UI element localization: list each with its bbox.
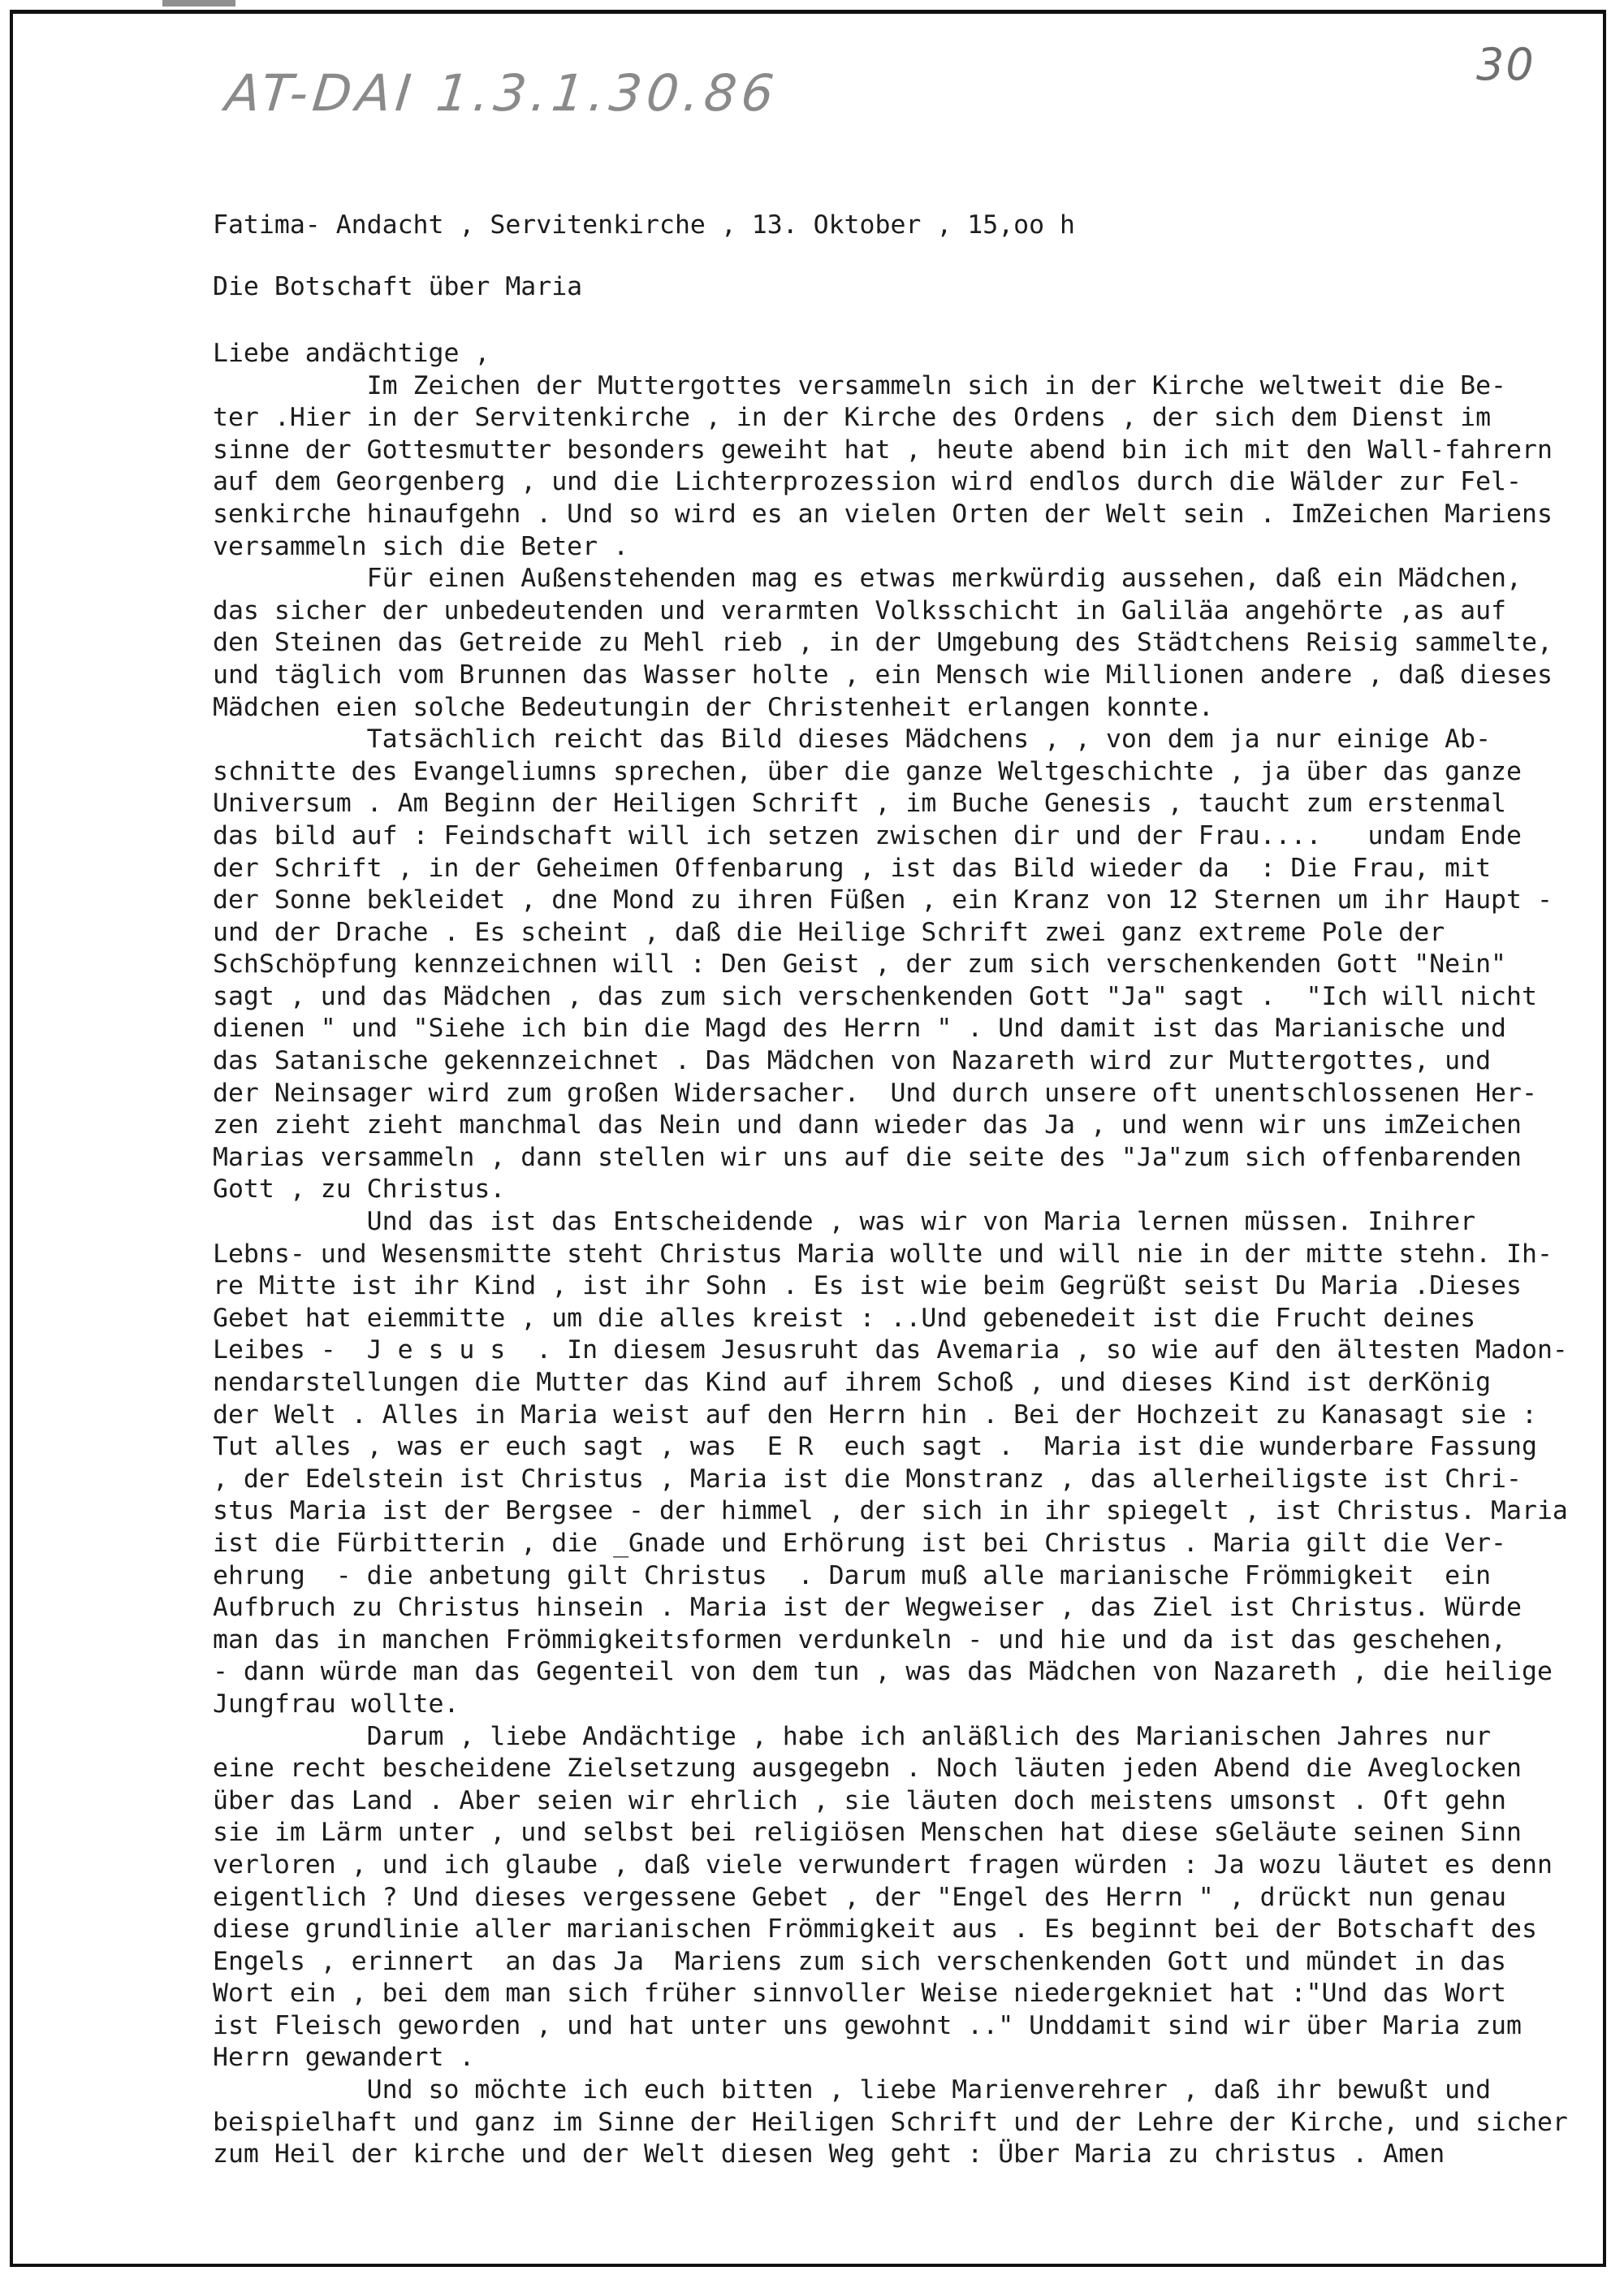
text-line: Gott , zu Christus. [213,1174,506,1205]
text-line: Liebe andächtige , [213,339,490,368]
text-line: Tut alles , was er euch sagt , was E R euch sagt . Maria ist die wunderbare Fassung [213,1432,1537,1462]
text-line: ist die Fürbitterin , die _Gnade und Erhörung ist bei Christus . Maria gilt die Ver- [213,1528,1507,1558]
text-line: Darum , liebe Andächtige , habe ich anläßlich des Marianischen Jahres nur [213,1721,1492,1751]
text-line: zum Heil der kirche und der Welt diesen Weg geht : Über Maria zu christus . Amen [213,2139,1445,2169]
text-line: - dann würde man das Gegenteil von dem tun , was das Mädchen von Nazareth , die heilige [213,1657,1553,1687]
text-line: das sicher der unbedeutenden und verarmten Volksschicht in Galiläa angehörte ,as auf [213,595,1507,625]
text-line: nendarstellungen die Mutter das Kind auf ihrem Schoß , und dieses Kind ist derKönig [213,1368,1492,1397]
text-line: den Steinen das Getreide zu Mehl rieb , in der Umgebung des Städtchens Reisig sammelte, [213,628,1553,658]
text-line: dienen " und "Siehe ich bin die Magd des Herrn " . Und damit ist das Marianische und [213,1014,1507,1044]
text-line: Lebns- und Wesensmitte steht Christus Maria wollte und will nie in der mitte stehn. Ih- [213,1239,1553,1269]
text-line: stus Maria ist der Bergsee - der himmel , der sich in ihr spiegelt , ist Christus. Maria [213,1496,1568,1526]
text-line: Und das ist das Entscheidende , was wir von Maria lernen müssen. Inihrer [213,1207,1476,1237]
text-line: SchSchöpfung kennzeichnen will : Den Geist , der zum sich verschenkenden Gott "Nein" [213,950,1507,980]
text-line: und täglich vom Brunnen das Wasser holte , ein Mensch wie Millionen andere , daß dieses [213,660,1553,690]
text-line: , der Edelstein ist Christus , Maria ist die Monstranz , das allerheiligste ist Chri- [213,1464,1522,1494]
document-title: Die Botschaft über Maria [213,272,583,301]
text-line: eigentlich ? Und dieses vergessene Gebet , der "Engel des Herrn " , drückt nun genau [213,1882,1507,1912]
text-line: Marias versammeln , dann stellen wir uns auf die seite des "Ja"zum sich offenbarenden [213,1142,1522,1172]
text-line: Mädchen eien solche Bedeutungin der Christenheit erlangen konnte. [213,692,1214,722]
text-line: Engels , erinnert an das Ja Mariens zum sich verschenkenden Gott und mündet in das [213,1946,1507,1976]
text-line: der Schrift , in der Geheimen Offenbarung , ist das Bild wieder da : Die Frau, mit [213,853,1492,883]
text-line: ist Fleisch geworden , und hat unter uns gewohnt .." Unddamit sind wir über Maria zum [213,2010,1522,2040]
text-line: Leibes - J e s u s . In diesem Jesusruht das Avemaria , so wie auf den ältesten Madon- [213,1335,1568,1365]
text-line: schnitte des Evangeliumns sprechen, über die ganze Weltgeschichte , ja über das ganze [213,756,1522,786]
text-line: beispielhaft und ganz im Sinne der Heiligen Schrift und der Lehre der Kirche, und sicher [213,2107,1568,2137]
text-line: zen zieht zieht manchmal das Nein und dann wieder das Ja , und wenn wir uns imZeichen [213,1110,1522,1140]
document-body [213,338,1568,2171]
page-number-annotation: 30 [1476,39,1535,90]
text-line: Für einen Außenstehenden mag es etwas merkwürdig aussehen, daß ein Mädchen, [213,564,1522,594]
text-line: sagt , und das Mädchen , das zum sich verschenkenden Gott "Ja" sagt . "Ich will nicht [213,981,1537,1011]
text-line: der Sonne bekleidet , dne Mond zu ihren Füßen , ein Kranz von 12 Sternen um ihr Haupt - [213,885,1553,915]
archive-reference-annotation: AT-DAI 1.3.1.30.86 [222,63,782,123]
text-line: Jungfrau wollte. [213,1689,460,1719]
text-line: das Satanische gekennzeichnet . Das Mädchen von Nazareth wird zur Muttergottes, und [213,1046,1492,1076]
text-line: Aufbruch zu Christus hinsein . Maria ist der Wegweiser , das Ziel ist Christus. Würde [213,1593,1522,1623]
text-line: Im Zeichen der Muttergottes versammeln sich in der Kirche weltweit die Be- [213,370,1507,400]
text-line: Wort ein , bei dem man sich früher sinnvoller Weise niedergekniet hat :"Und das Wort [213,1979,1507,2009]
text-line: das bild auf : Feindschaft will ich setzen zwischen dir und der Frau.... undam Ende [213,820,1522,850]
text-line: sinne der Gottesmutter besonders geweiht hat , heute abend bin ich mit den Wall-fahrern [213,435,1553,465]
scan-edge-mark [162,0,235,6]
text-line: Und so möchte ich euch bitten , liebe Marienverehrer , daß ihr bewußt und [213,2075,1492,2105]
text-line: Tatsächlich reicht das Bild dieses Mädchens , , von dem ja nur einige Ab- [213,725,1492,755]
document-header: Fatima- Andacht , Servitenkirche , 13. Oktober , 15,oo h [213,210,1076,240]
text-line: diese grundlinie aller marianischen Frömmigkeit aus . Es beginnt bei der Botschaft des [213,1914,1537,1944]
text-line: und der Drache . Es scheint , daß die Heilige Schrift zwei ganz extreme Pole der [213,917,1445,947]
text-line: versammeln sich die Beter . [213,531,629,561]
text-line: der Neinsager wird zum großen Widersacher. Und durch unsere oft unentschlossenen Her- [213,1078,1537,1108]
text-line: re Mitte ist ihr Kind , ist ihr Sohn . Es ist wie beim Gegrüßt seist Du Maria .Dieses [213,1271,1522,1301]
text-line: ehrung - die anbetung gilt Christus . Darum muß alle marianische Frömmigkeit ein [213,1560,1492,1590]
text-line: über das Land . Aber seien wir ehrlich , sie läuten doch meistens umsonst . Oft gehn [213,1785,1507,1815]
text-line: verloren , und ich glaube , daß viele verwundert fragen würden : Ja wozu läutet es denn [213,1849,1553,1880]
text-line: eine recht bescheidene Zielsetzung ausgegebn . Noch läuten jeden Abend die Aveglocken [213,1754,1522,1784]
text-line: Universum . Am Beginn der Heiligen Schrift , im Buche Genesis , taucht zum erstenmal [213,789,1507,819]
text-line: Herrn gewandert . [213,2043,475,2073]
text-line: auf dem Georgenberg , und die Lichterprozession wird endlos durch die Wälder zur Fel- [213,467,1522,497]
text-line: ter .Hier in der Servitenkirche , in der Kirche des Ordens , der sich dem Dienst im [213,403,1492,433]
text-line: der Welt . Alles in Maria weist auf den Herrn hin . Bei der Hochzeit zu Kanasagt sie : [213,1399,1537,1430]
text-line: sie im Lärm unter , und selbst bei religiösen Menschen hat diese sGeläute seinen Sinn [213,1818,1522,1848]
text-line: senkirche hinaufgehn . Und so wird es an vielen Orten der Welt sein . ImZeichen Mariens [213,499,1553,529]
text-line: Gebet hat eiemmitte , um die alles kreist : ..Und gebenedeit ist die Frucht deines [213,1303,1476,1333]
text-line: man das in manchen Frömmigkeitsformen verdunkeln - und hie und da ist das geschehen, [213,1624,1507,1655]
